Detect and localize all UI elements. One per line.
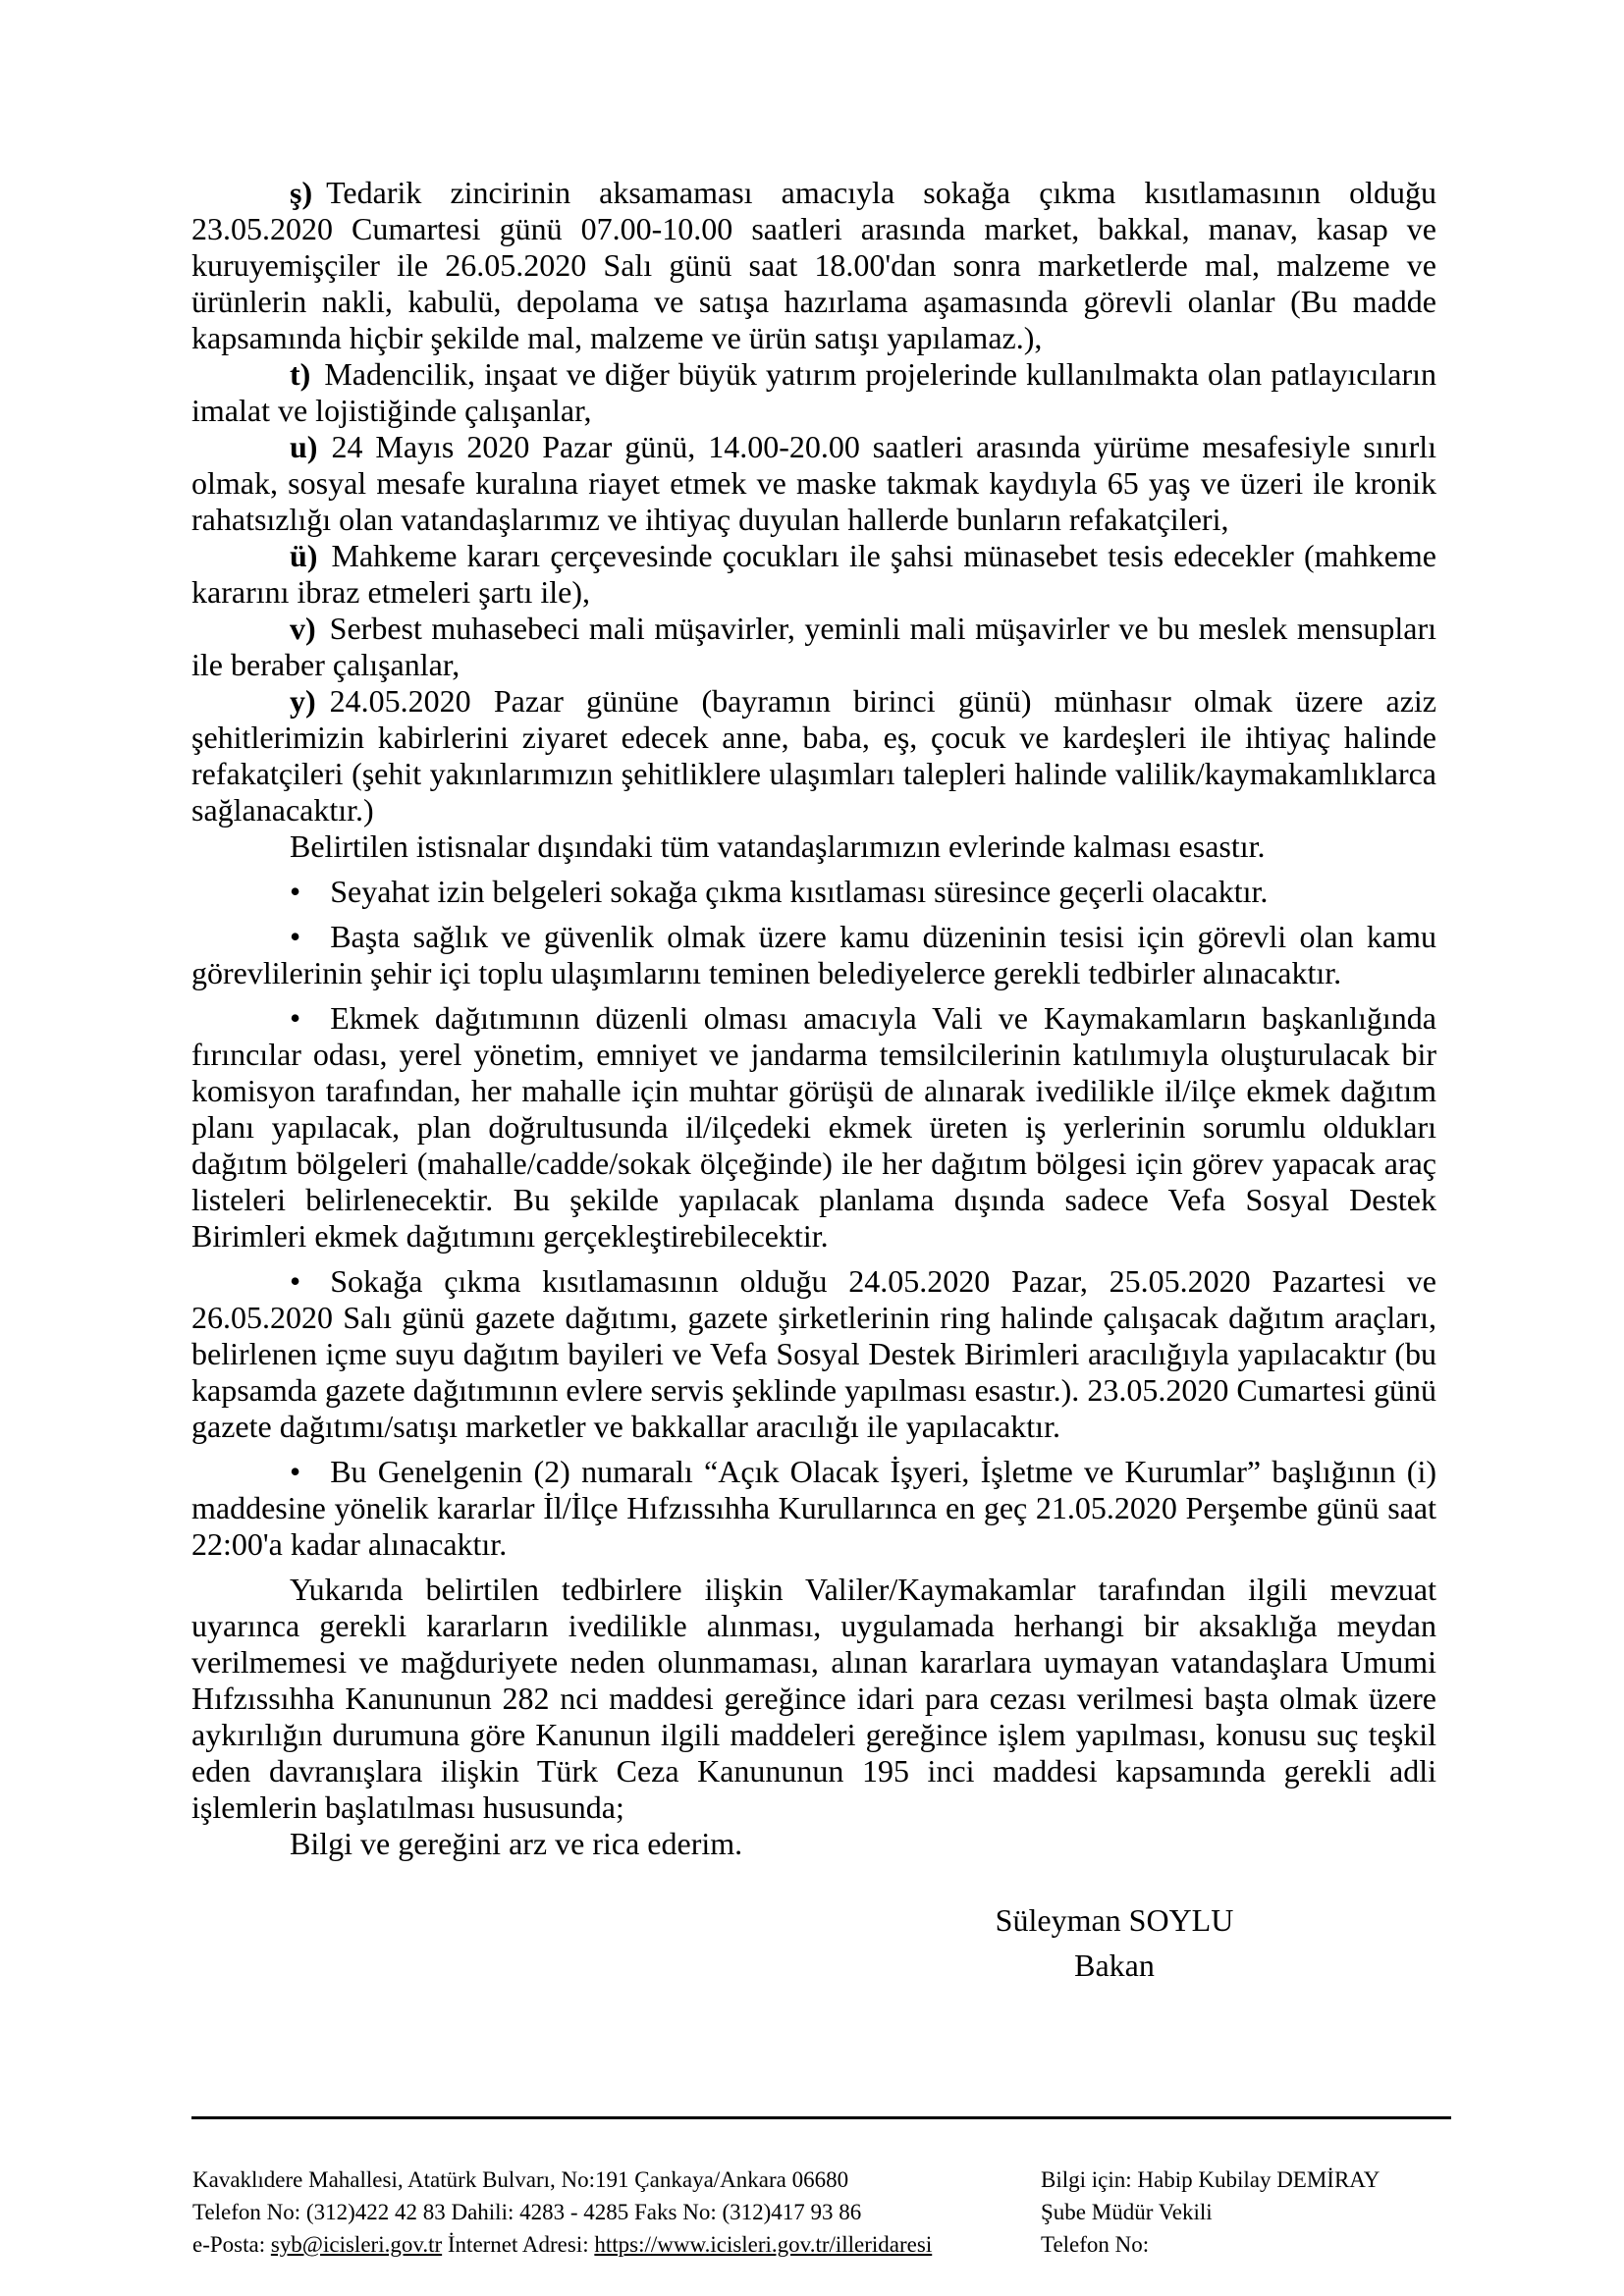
statement-paragraph	[191, 828, 1436, 865]
paragraph-text: Bilgi ve gereğini arz ve rica ederim.	[290, 1826, 743, 1861]
footer-web-link[interactable]: https://www.icisleri.gov.tr/illeridaresi	[594, 2232, 933, 2257]
bullet-paragraph	[191, 1000, 1436, 1255]
bullet-paragraph	[191, 919, 1436, 991]
paragraph-text: 24 Mayıs 2020 Pazar günü, 14.00-20.00 saatleri arasında yürüme mesafesiyle sınırlı olmak, sosyal mesafe kuralına riayet etmek ve maske takmak kaydıyla 65 yaş ve üzeri ile kronik rahatsızlığı olan vatandaşlarımız ve ihtiyaç duyulan hallerde bunların refakatçileri,	[191, 429, 1436, 537]
bullet-paragraph	[191, 1263, 1436, 1445]
closing-salutation	[191, 1826, 1436, 1862]
document-body	[191, 175, 1436, 1988]
bullet-text: Sokağa çıkma kısıtlamasının olduğu 24.05.2020 Pazar, 25.05.2020 Pazartesi ve 26.05.2020 Salı günü gazete dağıtımı, gazete şirketlerinin ring halinde çalışacak dağıtım araçları, belirlenen içme suyu dağıtım bayileri ve Vefa Sosyal Destek Birimleri aracılığıyla yapılacaktır (bu kapsamda gazete dağıtımının evlere servis şeklinde yapılması esastır.). 23.05.2020 Cumartesi günü gazete dağıtımı/satışı marketler ve bakkallar aracılığı ile yapılacaktır.	[191, 1263, 1436, 1444]
bullet-text: Bu Genelgenin (2) numaralı “Açık Olacak İşyeri, İşletme ve Kurumlar” başlığının (i) maddesine yönelik kararlar İl/İlçe Hıfzıssıhha Kurullarınca en geç 21.05.2020 Perşembe günü saat 22:00'a kadar alınacaktır.	[191, 1454, 1436, 1562]
signature-title: Bakan	[1074, 1948, 1155, 1983]
lettered-paragraph-u-umlaut	[191, 538, 1436, 611]
footer-email-label: e-Posta:	[192, 2232, 266, 2257]
paragraph-text: Serbest muhasebeci mali müşavirler, yeminli mali müşavirler ve bu meslek mensupları ile beraber çalışanlar,	[191, 611, 1436, 682]
closing-paragraph	[191, 1572, 1436, 1826]
bullet-icon: •	[290, 1263, 301, 1299]
lettered-paragraph-u	[191, 429, 1436, 538]
footer-divider	[191, 2116, 1451, 2119]
lettered-paragraph-t	[191, 356, 1436, 429]
paragraph-label: u)	[290, 429, 318, 464]
footer-links-line	[192, 2228, 998, 2261]
bullet-paragraph	[191, 874, 1436, 910]
lettered-paragraph-y	[191, 683, 1436, 828]
paragraph-text: Madencilik, inşaat ve diğer büyük yatırım projelerinde kullanılmakta olan patlayıcıların imalat ve lojistiğinde çalışanlar,	[191, 356, 1436, 428]
footer-address: Kavaklıdere Mahallesi, Atatürk Bulvarı, No:191 Çankaya/Ankara 06680	[192, 2167, 849, 2192]
footer-info-contact: Bilgi için: Habip Kubilay DEMİRAY	[1041, 2167, 1380, 2192]
paragraph-label: v)	[290, 611, 316, 646]
paragraph-label: ü)	[290, 538, 318, 573]
lettered-paragraph-v	[191, 611, 1436, 683]
paragraph-label: ş)	[290, 175, 313, 210]
paragraph-text: Mahkeme kararı çerçevesinde çocukları ile şahsi münasebet tesis edecekler (mahkeme kararını ibraz etmeleri şartı ile),	[191, 538, 1436, 610]
paragraph-text: Tedarik zincirinin aksamaması amacıyla sokağa çıkma kısıtlamasının olduğu 23.05.2020 Cumartesi günü 07.00-10.00 saatleri arasında market, bakkal, manav, kasap ve kuruyemişçiler ile 26.05.2020 Salı günü saat 18.00'dan sonra marketlerde mal, malzeme ve ürünlerin nakli, kabulü, depolama ve satışa hazırlama aşamasında görevli olanlar (Bu madde kapsamında hiçbir şekilde mal, malzeme ve ürün satışı yapılamaz.),	[191, 175, 1436, 355]
paragraph-text: 24.05.2020 Pazar gününe (bayramın birinci günü) münhasır olmak üzere aziz şehitlerimizin kabirlerini ziyaret edecek anne, baba, eş, çocuk ve kardeşleri ile ihtiyaç halinde refakatçileri (şehit yakınlarımızın şehitliklere ulaşımları talepleri halinde valilik/kaymakamlıklarca sağlanacaktır.)	[191, 683, 1436, 828]
footer-email-link[interactable]: syb@icisleri.gov.tr	[270, 2232, 443, 2257]
paragraph-label: t)	[290, 356, 311, 392]
bullet-icon: •	[290, 1000, 301, 1036]
lettered-paragraph-s	[191, 175, 1436, 356]
footer-info-phone: Telefon No:	[1041, 2232, 1150, 2257]
bullet-icon: •	[290, 919, 301, 954]
footer-info-title: Şube Müdür Vekili	[1041, 2200, 1213, 2224]
footer-contact-left	[192, 2163, 998, 2261]
bullet-text: Ekmek dağıtımının düzenli olması amacıyla Vali ve Kaymakamların başkanlığında fırıncılar odası, yerel yönetim, emniyet ve jandarma temsilcilerinin katılımıyla oluşturulacak bir komisyon tarafından, her mahalle için muhtar görüşü de alınarak ivedilikle il/ilçe ekmek dağıtım planı yapılacak, plan doğrultusunda il/ilçedeki ekmek üreten iş yerlerinin sorumlu oldukları dağıtım bölgeleri (mahalle/cadde/sokak ölçeğinde) ile her dağıtım bölgesi için görev yapacak araç listeleri belirlenecektir. Bu şekilde yapılacak planlama dışında sadece Vefa Sosyal Destek Birimleri ekmek dağıtımını gerçekleştirebilecektir.	[191, 1000, 1436, 1254]
paragraph-text: Yukarıda belirtilen tedbirlere ilişkin Valiler/Kaymakamlar tarafından ilgili mevzuat uyarınca gerekli kararların ivedilikle alınması, uygulamada herhangi bir aksaklığa meydan verilmemesi ve mağduriyete neden olunmaması, alınan kararlara uymayan vatandaşlara Umumi Hıfzıssıhha Kanununun 282 nci maddesi gereğince idari para cezası verilmesi başta olmak üzere aykırılığın durumuna göre Kanunun ilgili maddeleri gereğince işlem yapılması, konusu suç teşkil eden davranışlara ilişkin Türk Ceza Kanununun 195 inci maddesi kapsamında gerekli adli işlemlerin başlatılması hususunda;	[191, 1572, 1436, 1825]
footer-phone: Telefon No: (312)422 42 83 Dahili: 4283 - 4285 Faks No: (312)417 93 86	[192, 2200, 862, 2224]
bullet-icon: •	[290, 874, 301, 909]
bullet-text: Seyahat izin belgeleri sokağa çıkma kısıtlaması süresince geçerli olacaktır.	[330, 874, 1269, 909]
bullet-text: Başta sağlık ve güvenlik olmak üzere kamu düzeninin tesisi için görevli olan kamu görevlilerinin şehir içi toplu ulaşımlarını teminen belediyelerce gerekli tedbirler alınacaktır.	[191, 919, 1436, 990]
bullet-paragraph	[191, 1454, 1436, 1563]
bullet-icon: •	[290, 1454, 301, 1489]
paragraph-text: Belirtilen istisnalar dışındaki tüm vatandaşlarımızın evlerinde kalması esastır.	[290, 828, 1266, 864]
footer-web-label: İnternet Adresi:	[447, 2232, 589, 2257]
paragraph-label: y)	[290, 683, 316, 719]
signature-block	[947, 1897, 1281, 1988]
signature-name: Süleyman SOYLU	[995, 1902, 1234, 1938]
footer-contact-right	[1041, 2163, 1591, 2261]
